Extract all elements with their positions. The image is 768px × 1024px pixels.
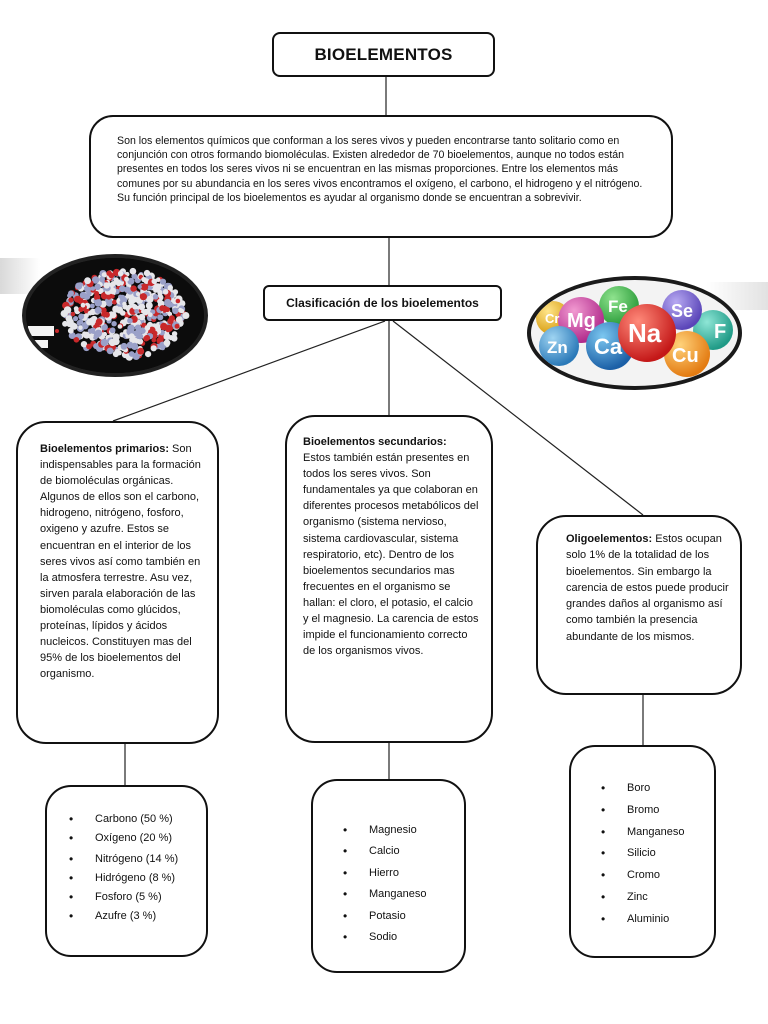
intro-text: Son los elementos químicos que conforman a los seres vivos y pueden encontrarse tanto solitario como en conjunción con otros formando biomoléculas. Existen alrededor de 70 bioelementos, aunque no todos están presentes en todos los seres vivos ni se encuentran en las mismas proporciones. Entre los elementos más comunes por su abundancia en los seres vivos encontramos el oxígeno, el carbono, el hidrogeno y el nitrógeno. Su función principal de los bioelementos es ayudar al organismo donde se encuentran a sobrevivir. (117, 135, 643, 204)
element-spheres-image (527, 276, 742, 390)
symbol-se: Se (671, 301, 694, 321)
secondary-text: Estos también están presentes en todos los seres vivos. Son fundamentales ya que colaboran en diferentes procesos metabólicos del organismo (sistema nervioso, sistema cardiovascular, sistema respiratorio, etc). Dentro de los bioelementos secundarios mas frecuentes en el organismo se hallan: el cloro, el potasio, el calcio y el magnesio. La carencia de estos impide el funcionamiento correcto de los organismos vivos. (303, 452, 479, 658)
list-item: • Bromo (601, 803, 706, 818)
secondary-elements-list (343, 823, 456, 945)
list-item: • Potasio (343, 909, 456, 924)
primary-text-2: Algunos de ellos son el carbono, (40, 491, 199, 504)
list-item: • Carbono (50 %) (69, 812, 179, 827)
protein-molecule-image (22, 254, 208, 377)
list-item: • Zinc (601, 890, 706, 905)
primary-heading: Bioelementos primarios: (40, 443, 169, 455)
secondary-elements-list-box (311, 779, 466, 973)
list-item: • Fosforo (5 %) (69, 890, 179, 905)
symbol-na: Na (628, 318, 662, 348)
classification-box (263, 285, 502, 321)
primary-text-1: Son indispensables para la formación de biomoléculas orgánicas. (40, 443, 201, 488)
primary-text-3: hidrogeno, nitrógeno, fosforo, oxigeno y azufre. Estos se encuentran en el interior de los seres vivos así como también en la atmosfera terrestre. Asu vez, sirven parala elaboración de las biomoléculas como glúcidos, proteínas, lípidos y ácidos nucleicos. Constituyen mas del 95% de los bioelementos del organismo. (40, 507, 201, 681)
list-item: • Silicio (601, 846, 706, 861)
oligo-heading: Oligoelementos: (566, 533, 653, 545)
oligo-elements-list (601, 781, 706, 927)
secondary-bioelements-box (285, 415, 493, 743)
primary-bioelements-box (16, 421, 219, 744)
list-item: • Azufre (3 %) (69, 909, 179, 924)
list-item: • Aluminio (601, 912, 706, 927)
list-item: • Boro (601, 781, 706, 796)
symbol-cu: Cu (672, 345, 699, 367)
oligo-text: Estos ocupan solo 1% de la totalidad de los bioelementos. Sin embargo la carencia de estos puede producir grandes daños al organismo así como también la presencia abundante de los mismos. (566, 533, 729, 643)
list-item: • Calcio (343, 844, 456, 859)
classification-title: Clasificación de los bioelementos (286, 296, 479, 310)
list-item: • Magnesio (343, 823, 456, 838)
symbol-cr: Cr (545, 311, 560, 326)
primary-elements-list-box (45, 785, 208, 957)
primary-paragraph-1 (40, 441, 207, 489)
list-item: • Oxígeno (20 %) (69, 831, 179, 846)
symbol-f: F (714, 321, 727, 343)
secondary-heading: Bioelementos secundarios: (303, 436, 447, 448)
intro-box (89, 115, 673, 238)
list-item: • Sodio (343, 930, 456, 945)
oligo-elements-list-box (569, 745, 716, 958)
list-item: • Hierro (343, 866, 456, 881)
list-item: • Manganeso (343, 887, 456, 902)
list-item: • Manganeso (601, 825, 706, 840)
symbol-ca: Ca (594, 334, 623, 359)
page-title: BIOELEMENTOS (314, 44, 453, 64)
title-box (272, 32, 495, 77)
primary-elements-list (69, 812, 198, 924)
list-item: • Nitrógeno (14 %) (69, 852, 179, 867)
list-item: • Cromo (601, 868, 706, 883)
list-item: • Hidrógeno (8 %) (69, 871, 179, 886)
symbol-fe: Fe (608, 297, 628, 316)
symbol-mg: Mg (567, 310, 596, 332)
oligoelements-box (536, 515, 742, 695)
symbol-zn: Zn (547, 338, 568, 357)
